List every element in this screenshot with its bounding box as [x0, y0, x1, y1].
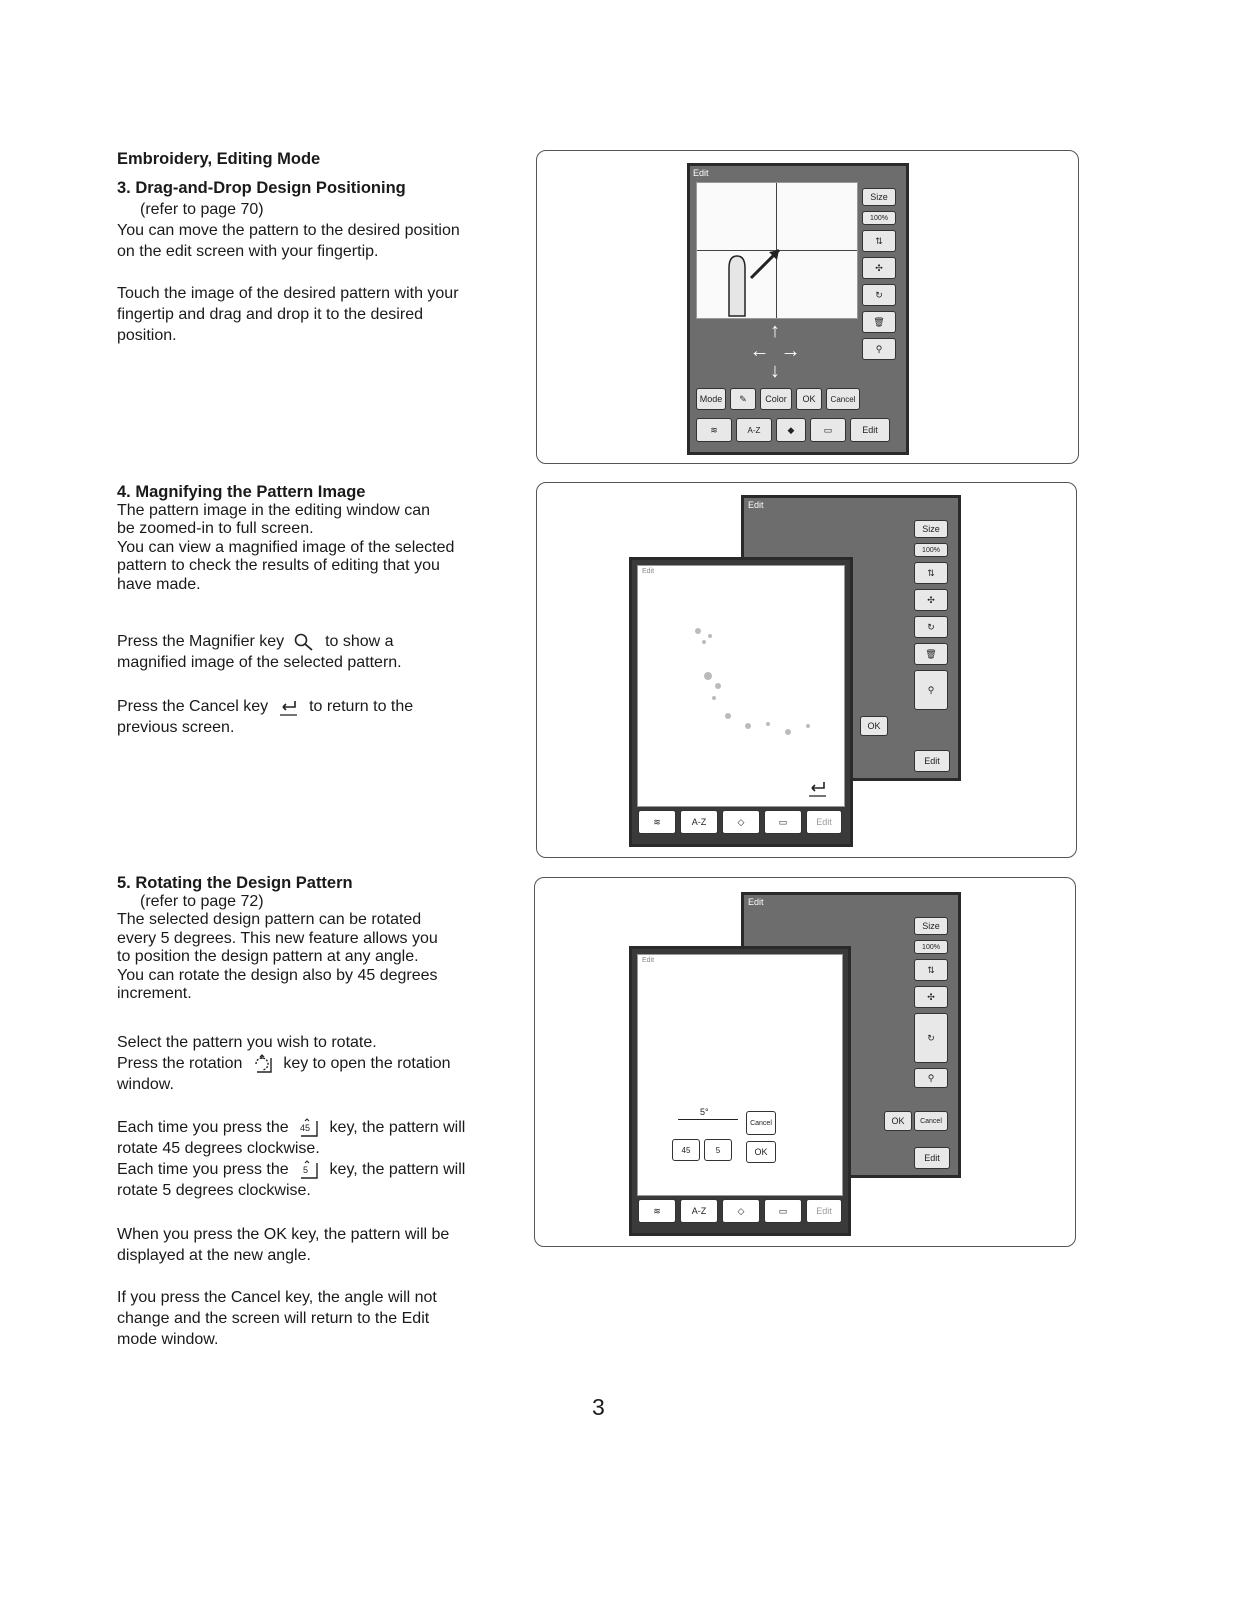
- embroidery-icon[interactable]: ▭: [810, 418, 846, 442]
- body-line: If you press the Cancel key, the angle will not: [117, 1289, 437, 1306]
- screen-title: Edit: [693, 168, 709, 178]
- eraser-icon[interactable]: ◆: [776, 418, 806, 442]
- magnifier-icon: [293, 632, 317, 652]
- eraser-icon[interactable]: ◇: [722, 810, 760, 834]
- mode-key[interactable]: Mode: [696, 388, 726, 410]
- svg-text:5: 5: [303, 1164, 309, 1175]
- rotation-canvas: Edit 5° 45 5 Cancel OK: [637, 954, 843, 1196]
- body-line: rotate 5 degrees clockwise.: [117, 1182, 311, 1199]
- body-line: every 5 degrees. This new feature allows you: [117, 929, 438, 947]
- center-icon[interactable]: ✣: [914, 986, 948, 1008]
- body-line: magnified image of the selected pattern.: [117, 654, 402, 671]
- page-reference: (refer to page 72): [140, 892, 264, 910]
- body-line: to return to the: [309, 698, 414, 715]
- body-line: You can view a magnified image of the selected: [117, 538, 455, 556]
- rotation-cancel-button[interactable]: Cancel: [746, 1111, 776, 1135]
- body-line: rotate 45 degrees clockwise.: [117, 1140, 320, 1157]
- section-heading: 4. Magnifying the Pattern Image: [117, 483, 366, 501]
- alphabet-icon[interactable]: A-Z: [736, 418, 772, 442]
- delete-icon[interactable]: 🗑: [862, 311, 896, 333]
- body-line: to show a: [325, 633, 394, 650]
- center-icon[interactable]: ✣: [862, 257, 896, 279]
- body-line: on the edit screen with your fingertip.: [117, 243, 379, 260]
- embroidery-icon[interactable]: ▭: [764, 810, 802, 834]
- rotate-5-icon: [297, 1160, 321, 1180]
- body-line: You can move the pattern to the desired position: [117, 222, 460, 239]
- rotate-45-icon: [297, 1118, 321, 1138]
- page-number: 3: [592, 1394, 605, 1420]
- screen-title: Edit: [748, 897, 764, 907]
- section-block-4: [117, 483, 517, 594]
- body-line: You can rotate the design also by 45 degrees: [117, 966, 438, 984]
- doc-title: Embroidery, Editing Mode: [117, 150, 321, 168]
- edit-canvas: [696, 182, 858, 319]
- zoom-100-key[interactable]: 100%: [914, 940, 948, 954]
- section-heading: 5. Rotating the Design Pattern: [117, 874, 353, 892]
- body-line: have made.: [117, 575, 201, 593]
- body-line: When you press the OK key, the pattern will be: [117, 1226, 450, 1243]
- body-line: Each time you press the: [117, 1119, 289, 1136]
- body-line: position.: [117, 327, 177, 344]
- sewing-icon[interactable]: ≋: [696, 418, 732, 442]
- embroidery-icon[interactable]: ▭: [764, 1199, 802, 1223]
- mirror-icon[interactable]: ⇅: [914, 959, 948, 981]
- rotate-icon[interactable]: ↻: [914, 1013, 948, 1063]
- rotation-screen: [629, 946, 851, 1236]
- rotate-5-button[interactable]: 5: [704, 1139, 732, 1161]
- edit-key[interactable]: Edit: [806, 810, 842, 834]
- sewing-icon[interactable]: ≋: [638, 810, 676, 834]
- body-line: be zoomed-in to full screen.: [117, 520, 314, 537]
- body-line: Select the pattern you wish to rotate.: [117, 1034, 377, 1051]
- body-line: The pattern image in the editing window can: [117, 501, 431, 519]
- magnified-canvas: Edit: [637, 565, 845, 807]
- body-line: Press the Cancel key: [117, 698, 269, 715]
- svg-text:45: 45: [300, 1122, 311, 1133]
- body-line: key, the pattern will: [329, 1119, 466, 1136]
- figure-drag-drop: [536, 150, 1079, 464]
- size-key[interactable]: Size: [914, 520, 948, 538]
- body-line: key, the pattern will: [329, 1161, 466, 1178]
- bottom-nav-row: [638, 1199, 842, 1223]
- rotation-instruction: [117, 1032, 517, 1095]
- mirror-icon[interactable]: ⇅: [914, 562, 948, 584]
- cancel-key[interactable]: Cancel: [914, 1111, 948, 1131]
- body-line: mode window.: [117, 1331, 219, 1348]
- body-line: key to open the rotation: [283, 1055, 451, 1072]
- body-line: Each time you press the: [117, 1161, 289, 1178]
- section-block-3: [117, 149, 517, 346]
- return-icon[interactable]: [806, 778, 830, 798]
- body-line: increment.: [117, 985, 192, 1002]
- body-line: to position the design pattern at any angle.: [117, 948, 419, 965]
- edit-key[interactable]: Edit: [806, 1199, 842, 1223]
- edit-key[interactable]: Edit: [914, 750, 950, 772]
- pattern-image: [668, 606, 828, 756]
- mirror-icon[interactable]: ⇅: [862, 230, 896, 252]
- color-key[interactable]: Color: [760, 388, 792, 410]
- body-line: window.: [117, 1076, 174, 1093]
- rotation-step-bracket: [678, 1119, 738, 1122]
- alphabet-icon[interactable]: A-Z: [680, 1199, 718, 1223]
- rotate-45-button[interactable]: 45: [672, 1139, 700, 1161]
- figure-magnifier: [536, 482, 1077, 858]
- cancel-instruction: [117, 696, 517, 738]
- edit-key[interactable]: Edit: [850, 418, 890, 442]
- mode-row: [696, 388, 860, 410]
- size-key[interactable]: Size: [862, 188, 896, 206]
- body-line: The selected design pattern can be rotated: [117, 911, 422, 928]
- bottom-nav-row: [696, 418, 890, 442]
- side-keys: [914, 520, 948, 710]
- ok-key[interactable]: OK: [796, 388, 822, 410]
- rotation-step-label: 5°: [700, 1107, 709, 1117]
- rotate-icon[interactable]: ↻: [862, 284, 896, 306]
- bottom-nav-row: [638, 810, 842, 834]
- body-line: change and the screen will return to the Edit: [117, 1310, 430, 1327]
- body-line: previous screen.: [117, 719, 235, 736]
- size-key[interactable]: Size: [914, 917, 948, 935]
- zoom-100-key[interactable]: 100%: [914, 543, 948, 557]
- section-block-5: [117, 874, 517, 1004]
- return-icon: [277, 697, 301, 717]
- alphabet-icon[interactable]: A-Z: [680, 810, 718, 834]
- figure-rotation: [534, 877, 1076, 1247]
- cancel-key[interactable]: Cancel: [826, 388, 860, 410]
- rotation-icon: [251, 1054, 275, 1074]
- ok-instruction: [117, 1224, 517, 1350]
- body-line: fingertip and drag and drop it to the desired: [117, 306, 423, 323]
- rotation-ok-button[interactable]: OK: [746, 1141, 776, 1163]
- body-line: displayed at the new angle.: [117, 1247, 311, 1264]
- rotate-45-instruction: [117, 1117, 517, 1201]
- body-line: Press the Magnifier key: [117, 633, 285, 650]
- edit-screen: [687, 163, 909, 455]
- thread-icon[interactable]: ✎: [730, 388, 756, 410]
- magnifier-key-icon[interactable]: ⚲: [914, 670, 948, 710]
- finger-icon: [717, 238, 837, 318]
- magnifier-instruction: [117, 631, 517, 673]
- magnifier-key-icon[interactable]: ⚲: [914, 1068, 948, 1088]
- arrow-keys[interactable]: ↑ ← → ↓: [749, 320, 801, 382]
- eraser-icon[interactable]: ◇: [722, 1199, 760, 1223]
- screen-title: Edit: [748, 500, 764, 510]
- page-reference: (refer to page 70): [140, 201, 264, 218]
- magnifier-key-icon[interactable]: ⚲: [862, 338, 896, 360]
- ok-key[interactable]: OK: [860, 716, 888, 736]
- body-line: Press the rotation: [117, 1055, 243, 1072]
- section-heading: 3. Drag-and-Drop Design Positioning: [117, 179, 406, 197]
- body-line: pattern to check the results of editing that you: [117, 557, 440, 574]
- edit-key[interactable]: Edit: [914, 1147, 950, 1169]
- body-line: Touch the image of the desired pattern with your: [117, 285, 459, 302]
- side-keys: [914, 917, 948, 1088]
- center-icon[interactable]: ✣: [914, 589, 948, 611]
- rotate-icon[interactable]: ↻: [914, 616, 948, 638]
- sewing-icon[interactable]: ≋: [638, 1199, 676, 1223]
- side-keys: [862, 188, 896, 360]
- magnified-screen: [629, 557, 853, 847]
- zoom-100-key[interactable]: 100%: [862, 211, 896, 225]
- ok-key[interactable]: OK: [884, 1111, 912, 1131]
- delete-icon[interactable]: 🗑: [914, 643, 948, 665]
